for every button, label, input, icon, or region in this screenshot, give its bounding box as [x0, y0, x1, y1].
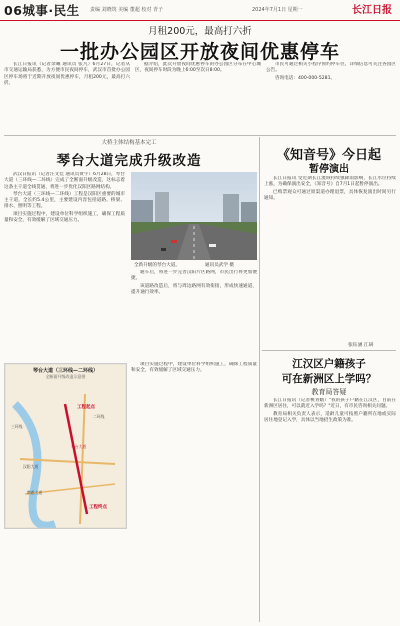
right-bottom-subhead: 教育局答疑 — [311, 388, 347, 396]
map-subtitle: 全断面升级改造示意图 — [45, 374, 86, 379]
right-bottom-p2: 教育局相关负责人表示，适龄儿童可按照户籍所在地或实际居住地登记入学，具体以当地招生政策为准。 — [264, 411, 396, 423]
road-photo — [131, 172, 257, 260]
photo-credit: 通讯员武学 摄 — [205, 263, 235, 268]
right-top-headline-2: 暂停演出 — [309, 164, 349, 175]
map-label-road: 琴台大道 — [71, 444, 87, 449]
lead-col-2-p: 据介绍，此次开放夜间优惠停车的办公园区分布在中心城区，夜间停车时段为晚上6:00至次日8:00。 — [135, 62, 261, 74]
map-end-label: 工程终点 — [89, 505, 107, 510]
divider — [4, 135, 396, 136]
right-top-body — [264, 176, 396, 338]
right-top-p1: 长江日报讯 受近期长江流域持续强降雨影响，长江水位持续上涨，为确保演出安全，《知音号》自7月1日起暂停演出。 — [264, 176, 396, 188]
lead-col-3-p: 市民可通过相关小程序预约停车位，详细信息可关注各园区公告。 — [266, 62, 396, 74]
right-bottom-headline: 江汉区户籍孩子 — [292, 358, 366, 370]
section-title: 06城事·民生 — [4, 3, 80, 18]
map-start-label: 工程起点 — [77, 405, 95, 410]
lead-col-2 — [135, 62, 261, 134]
route-map — [4, 363, 127, 529]
feature-col-b-p: 项目实施过程中，建设单位科学组织施工，确保工程质量和安全，有效缓解了区域交通压力。 — [4, 211, 125, 224]
feature-col-a — [4, 172, 125, 360]
lead-col-1 — [4, 62, 130, 134]
map-label-ring3: 三环线 — [11, 424, 23, 429]
lead-headline: 一批办公园区开放夜间优惠停车 — [59, 41, 340, 63]
right-divider — [262, 350, 396, 351]
right-top-headline: 《知音号》今日起 — [276, 148, 381, 163]
map-label-yingwu: 鹦鹉大道 — [27, 490, 43, 495]
right-bottom-p1: 长江日报讯（记者桃青娥）"我的孩子户籍在江汉区，目前在新洲区居住，可以就近入学吗？"近日，有市民咨询相关问题。 — [264, 398, 396, 410]
page-header — [0, 0, 400, 21]
lead-contact: 咨询电话：400-000-5281。 — [275, 75, 336, 81]
feature-kicker: 大桥主体结构基本完工 — [101, 140, 157, 146]
lead-col-3 — [266, 62, 396, 134]
feature-col-d-p: 该道路改造后，将与周边路网有效衔接，形成快速通道，提升通行效率。 — [131, 283, 257, 295]
feature-col-c — [131, 270, 257, 360]
right-bottom-headline-2: 可在新洲区上学吗？ — [281, 373, 377, 385]
lead-col-1-p: 长江日报讯（记者余曦 通讯员 张凡）6月27日，记者从市交通运输局获悉，为方便市民夜间停车，武汉市首批办公园区停车场将于近期开放夜间优惠停车，月租200元，最高打六折。 — [4, 62, 130, 86]
map-title: 琴台大道（三环线—二环线） — [32, 368, 98, 374]
issue-date: 2024年7月1日 星期一 — [252, 7, 303, 13]
feature-col-c-p: 通车后，将进一步完善汉阳片区路网，市民出行将更加便捷。 — [131, 270, 257, 282]
right-bottom-body — [264, 398, 396, 620]
feature-col-e — [131, 362, 257, 620]
editor-credits: 责编 刘晓筑 美编 董超 校对 青子 — [90, 7, 163, 13]
right-top-p2: 已购票观众可通过原渠道办理退票，具体恢复演出时间另行通知。 — [264, 189, 396, 201]
feature-col-a-p: 琴台大道（三环线—二环线）工程是汉阳区重要的城市主干道，全长约5.4公里，主要建设内容包括道路、桥梁、排水、照明等工程。 — [4, 191, 125, 210]
lead-kicker: 月租200元，最高打六折 — [148, 26, 252, 37]
photo-caption: 全新升级的琴台大道。 — [134, 263, 180, 268]
map-label-ring2: 二环线 — [93, 414, 105, 419]
map-label-hanyang: 汉阳大道 — [23, 464, 39, 469]
newspaper-logo: 长江日报 — [352, 5, 392, 16]
feature-intro: 武汉日报讯（记者汪文佳 通讯员黄宇）6月28日，琴台大道（三环线—二环线）完成了全断面升级改造，这标志着这条主干道全线贯通，将进一步优化汉阳区路网结构。 — [4, 172, 125, 190]
right-top-byline: 张钰涵 江研 — [348, 343, 374, 348]
feature-col-e-p: 项目实施过程中，建设单位科学组织施工，确保工程质量和安全，有效缓解了区域交通压力。 — [131, 362, 257, 374]
column-divider — [259, 137, 260, 622]
feature-headline: 琴台大道完成升级改造 — [56, 153, 202, 169]
